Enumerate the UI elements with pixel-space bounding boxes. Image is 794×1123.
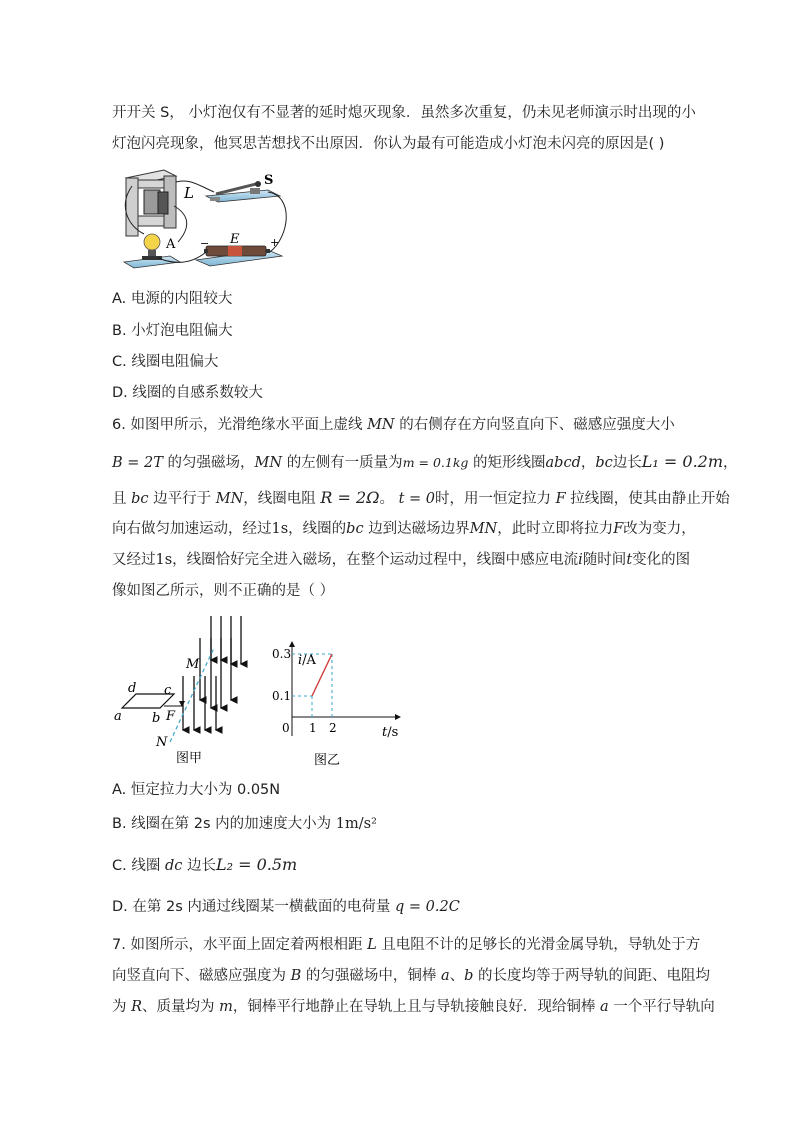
q6-stem-line-1: 6. 如图甲所示，光滑绝缘水平面上虚线 MN 的右侧存在方向竖直向下、磁感应强度大小: [112, 417, 675, 433]
y-tick-0.1: 0.1: [272, 689, 292, 703]
origin-label: 0: [282, 721, 290, 735]
q5-option-d: D. 线圈的自感系数较大: [112, 385, 263, 401]
q5-option-b: B. 小灯泡电阻偏大: [112, 323, 233, 339]
q7-stem-line-1: 7. 如图所示，水平面上固定着两根相距 L 且电阻不计的足够长的光滑金属导轨，导轨处于方: [112, 937, 701, 953]
label-M: M: [186, 657, 200, 672]
figure-yi: [270, 640, 410, 770]
q6-option-c: C. 线圈 dc 边长L₂ = 0.5m: [112, 855, 298, 874]
label-b: b: [152, 711, 161, 726]
q7-stem-line-2: 向竖直向下、磁感应强度为 B 的匀强磁场中，铜棒 a、b 的长度均等于两导轨的间距、电阻均: [112, 968, 711, 984]
q5-option-c: C. 线圈电阻偏大: [112, 354, 219, 370]
label-L: L: [184, 184, 194, 202]
label-plus: +: [270, 236, 280, 249]
x-tick-1: 1: [309, 721, 317, 735]
q6-option-d: D. 在第 2s 内通过线圈某一横截面的电荷量 q = 0.2C: [112, 899, 460, 915]
q5-text-line-2: 灯泡闪亮现象，他冥思苦想找不出原因．你认为最有可能造成小灯泡未闪亮的原因是( ): [112, 136, 665, 152]
field-lines: [183, 616, 241, 730]
q6-stem-line-4: 向右做匀加速运动，经过1s，线圈的bc 边到达磁场边界MN，此时立即将拉力F改为变力，: [112, 521, 696, 537]
q6-option-a: A. 恒定拉力大小为 0.05N: [112, 782, 281, 798]
label-E: E: [230, 232, 240, 247]
q6-stem-line-3: 且 bc 边平行于 MN，线圈电阻 R = 2Ω。 t = 0时，用一恒定拉力 F 拉线圈，使其由静止开始: [112, 488, 730, 507]
label-A: A: [166, 237, 176, 252]
q6-option-b: B. 线圈在第 2s 内的加速度大小为 1m/s²: [112, 816, 377, 832]
figure-jia: [108, 612, 268, 772]
label-F: F: [166, 709, 176, 724]
label-d: d: [128, 681, 137, 696]
q6-stem-line-5: 又经过1s，线圈恰好完全进入磁场，在整个运动过程中，线圈中感应电流i随时间t变化的图: [112, 552, 691, 568]
label-minus: −: [200, 237, 210, 250]
y-axis-label: i/A: [298, 653, 316, 668]
caption-yi: 图乙: [314, 753, 341, 768]
q7-stem-line-3: 为 R、质量均为 m，铜棒平行地静止在导轨上且与导轨接触良好．现给铜棒 a 一个平行导轨向: [112, 999, 715, 1015]
caption-jia: 图甲: [176, 751, 203, 766]
label-a: a: [114, 709, 122, 724]
circuit-figure: [118, 166, 290, 278]
label-N: N: [156, 735, 168, 750]
label-c: c: [164, 683, 172, 698]
q6-stem-line-6: 像如图乙所示，则不正确的是（ ）: [112, 583, 335, 599]
q6-stem-line-2: B = 2T 的匀强磁场，MN 的左侧有一质量为m = 0.1kg 的矩形线圈abcd，bc边长L₁ = 0.2m，: [112, 452, 738, 471]
x-tick-2: 2: [329, 721, 337, 735]
label-S: S: [264, 173, 274, 188]
q5-text-line-1: 开开关 S， 小灯泡仅有不显著的延时熄灭现象．虽然多次重复，仍未见老师演示时出现的小: [112, 105, 696, 121]
x-axis-label: t/s: [382, 725, 399, 740]
y-tick-0.3: 0.3: [272, 647, 292, 661]
q5-option-a: A. 电源的内阻较大: [112, 291, 233, 307]
